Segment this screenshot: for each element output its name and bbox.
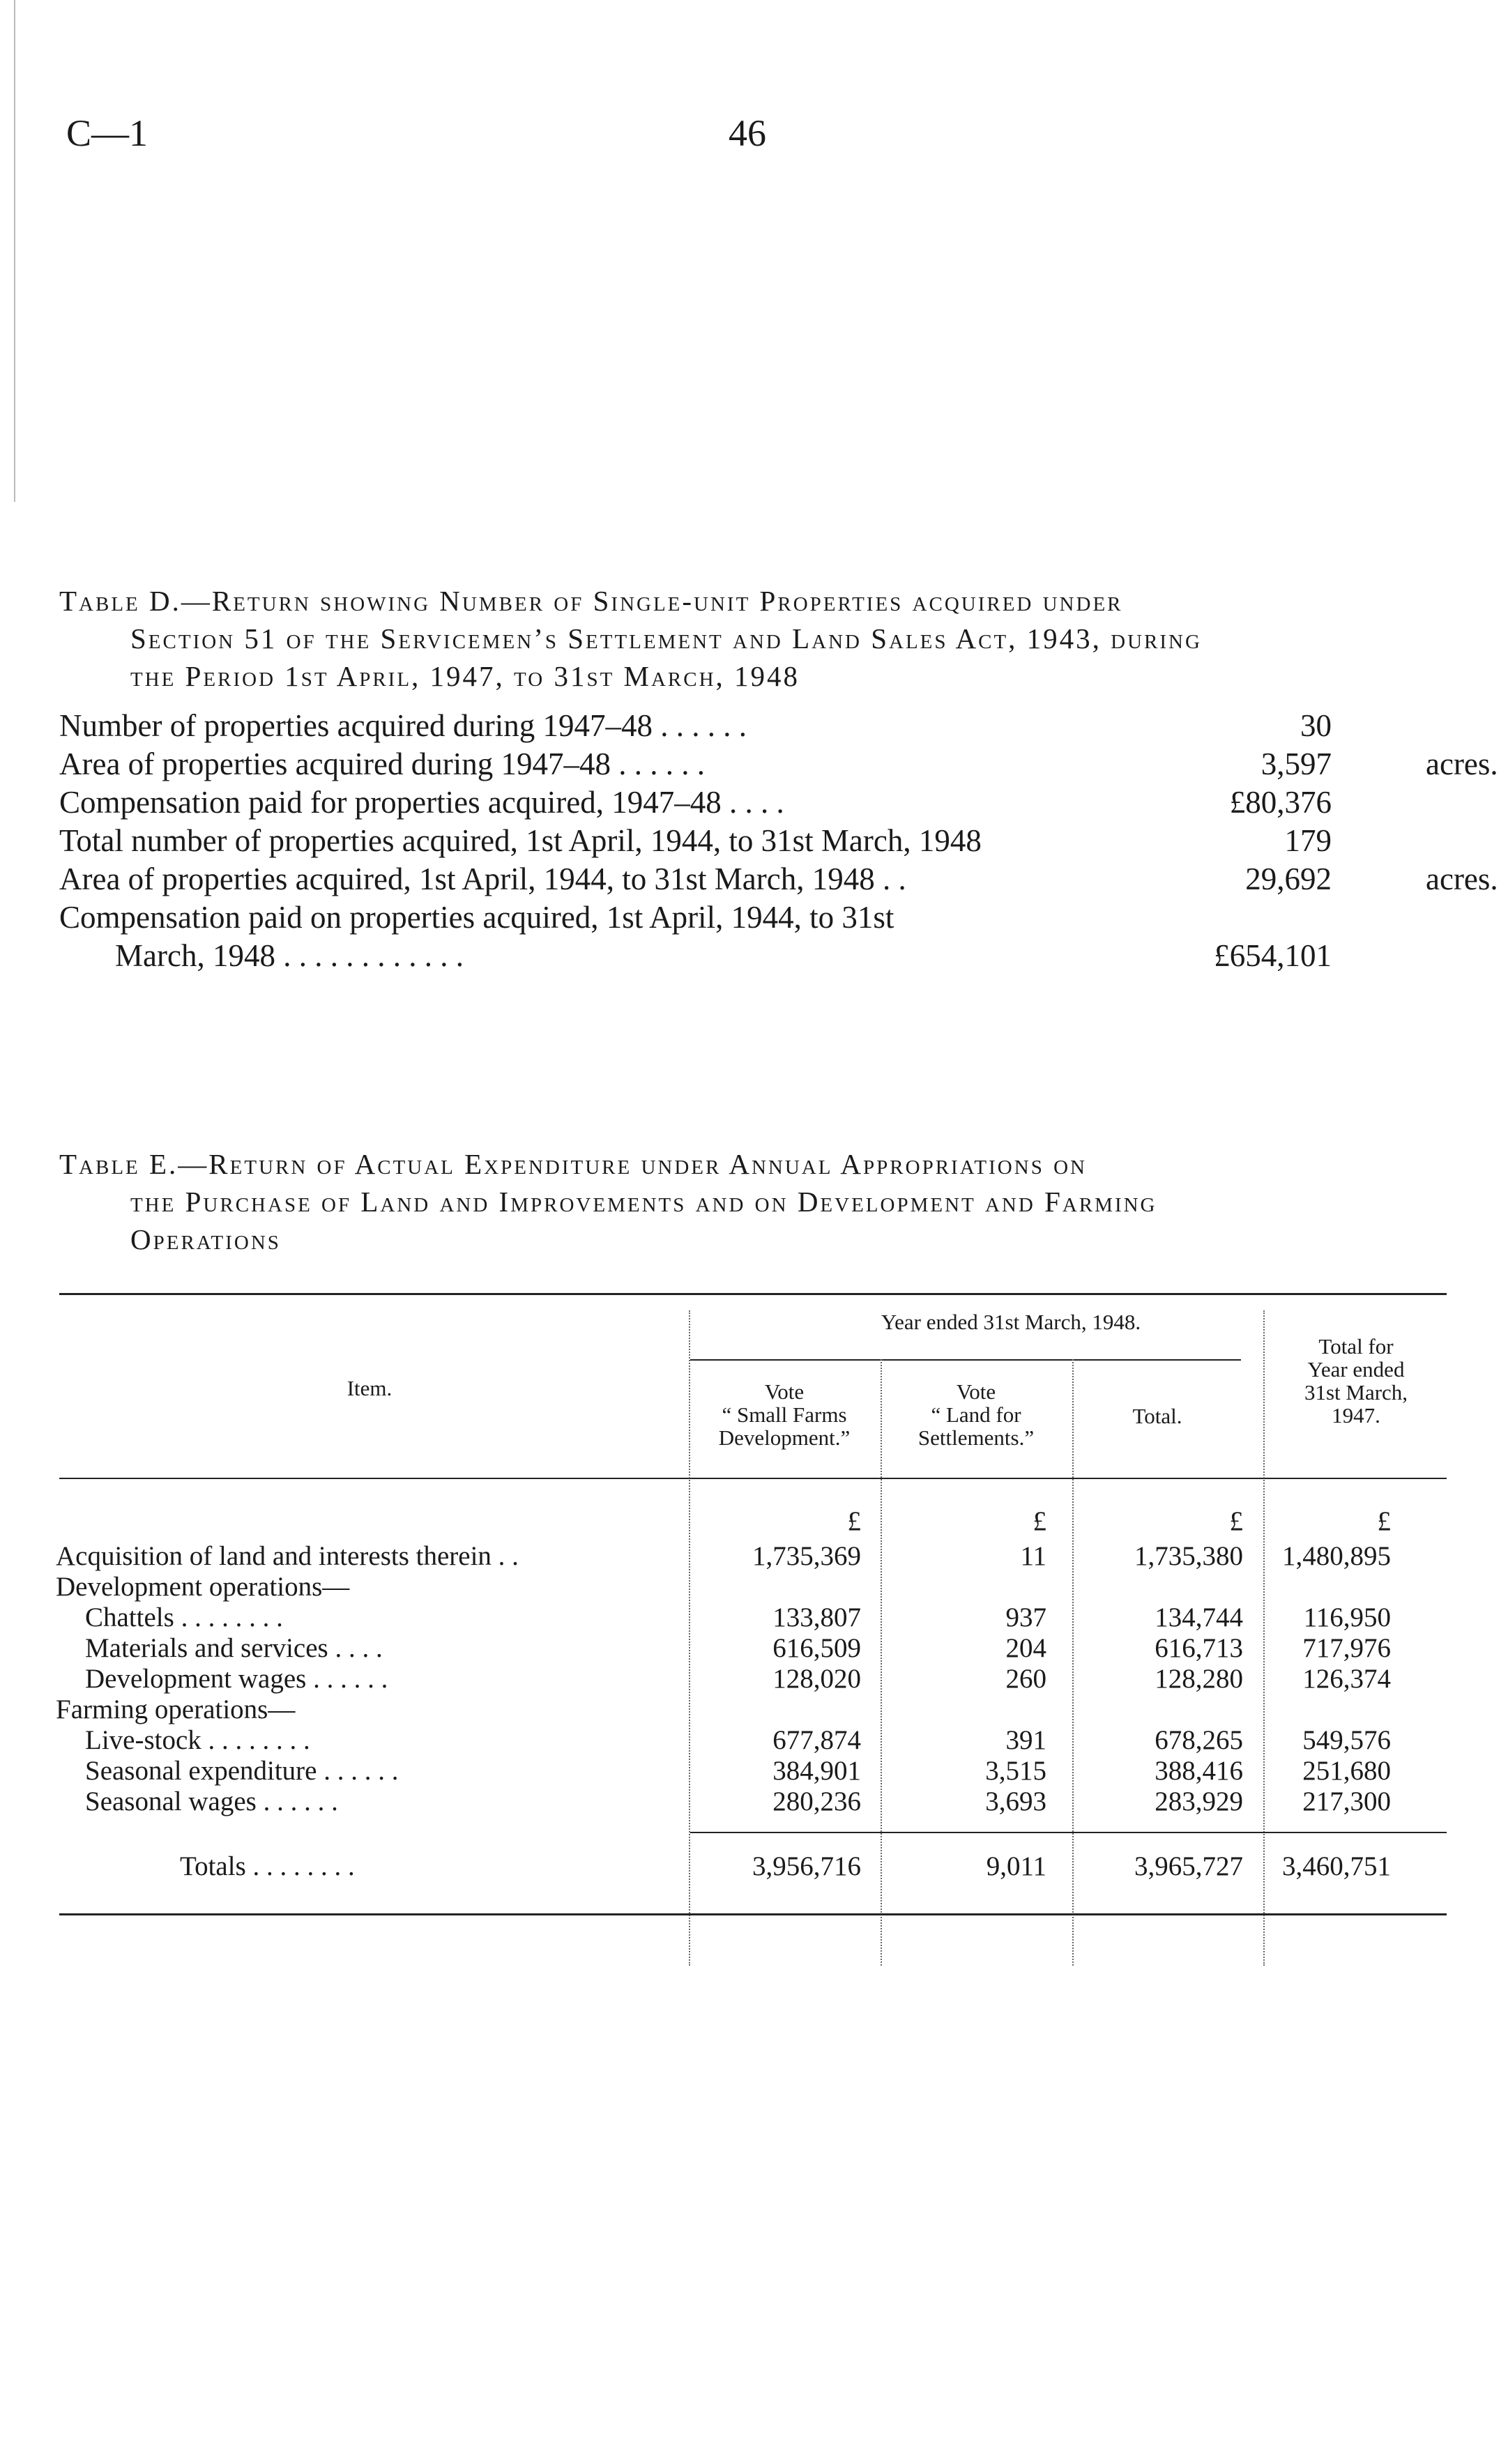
header-line: Development.” bbox=[718, 1425, 851, 1450]
row-label: Seasonal expenditure . . . . . . bbox=[85, 1756, 399, 1786]
table-e-row bbox=[0, 1786, 1508, 1816]
row-label: Compensation paid on properties acquired, 1st April, 1944, to 31st bbox=[59, 900, 894, 935]
cell: 1,480,895 bbox=[1282, 1541, 1391, 1571]
header-line: Total for bbox=[1318, 1334, 1394, 1359]
currency-symbol: £ bbox=[1033, 1506, 1046, 1536]
currency-symbol: £ bbox=[1377, 1506, 1391, 1536]
cell: 116,950 bbox=[1303, 1602, 1391, 1632]
cell: 260 bbox=[1005, 1664, 1046, 1694]
cell: 678,265 bbox=[1155, 1725, 1243, 1755]
header-vote-land bbox=[882, 1380, 1070, 1449]
cell: 134,744 bbox=[1155, 1602, 1243, 1632]
cell: 384,901 bbox=[772, 1756, 861, 1786]
cell: 128,280 bbox=[1155, 1664, 1243, 1694]
running-head: C—1 bbox=[66, 112, 148, 154]
table-d-caption bbox=[59, 582, 1461, 695]
page-edge-line bbox=[14, 0, 15, 502]
table-d-caption-line-2: Section 51 of the Servicemen’s Settlement and Land Sales Act, 1943, during bbox=[130, 622, 1202, 655]
row-label: Seasonal wages . . . . . . bbox=[85, 1786, 338, 1816]
table-e-row bbox=[0, 1663, 1508, 1694]
cell: 549,576 bbox=[1302, 1725, 1391, 1755]
cell: 616,509 bbox=[772, 1633, 861, 1663]
header-vote-small-farms bbox=[690, 1380, 878, 1449]
currency-row bbox=[0, 1506, 1508, 1536]
header-line: 31st March, bbox=[1304, 1380, 1408, 1405]
table-d-row bbox=[59, 938, 1461, 977]
header-line: Settlements.” bbox=[917, 1425, 1035, 1450]
table-e-row bbox=[0, 1602, 1508, 1632]
totals-top-rule bbox=[690, 1832, 1447, 1833]
row-label: Farming operations— bbox=[56, 1694, 296, 1724]
row-value: 179 bbox=[1284, 823, 1332, 858]
cell: 391 bbox=[1005, 1725, 1046, 1755]
table-e-caption-line-2: the Purchase of Land and Improvements and on Development and Farming bbox=[130, 1186, 1157, 1218]
total-cell: 3,965,727 bbox=[1134, 1851, 1243, 1881]
cell: 133,807 bbox=[772, 1602, 861, 1632]
cell: 937 bbox=[1005, 1602, 1046, 1632]
totals-label: Totals . . . . . . . . bbox=[180, 1851, 355, 1881]
row-label: Compensation paid for properties acquired, 1947–48 . . . . bbox=[59, 785, 784, 820]
row-label: March, 1948 . . . . . . . . . . . . bbox=[115, 938, 464, 973]
table-e-row bbox=[0, 1632, 1508, 1663]
cell: 11 bbox=[1020, 1541, 1046, 1571]
cell: 616,713 bbox=[1155, 1633, 1243, 1663]
total-cell: 9,011 bbox=[986, 1851, 1046, 1881]
currency-symbol: £ bbox=[1229, 1506, 1243, 1536]
table-e-bottom-rule bbox=[59, 1913, 1447, 1915]
table-d-row bbox=[59, 784, 1461, 823]
cell: 388,416 bbox=[1155, 1756, 1243, 1786]
table-d-row bbox=[59, 899, 1461, 938]
header-line: Year ended bbox=[1307, 1357, 1405, 1382]
page-number: 46 bbox=[729, 112, 766, 154]
cell: 280,236 bbox=[772, 1786, 861, 1816]
table-d-row bbox=[59, 861, 1498, 900]
header-year-group: Year ended 31st March, 1948. bbox=[881, 1310, 1141, 1334]
cell: 3,693 bbox=[985, 1786, 1046, 1816]
header-total: Total. bbox=[1132, 1404, 1182, 1428]
cell: 128,020 bbox=[772, 1664, 861, 1694]
row-label: Live-stock . . . . . . . . bbox=[85, 1725, 310, 1755]
cell: 1,735,380 bbox=[1134, 1541, 1243, 1571]
row-value: £80,376 bbox=[1229, 785, 1332, 820]
header-bottom-rule bbox=[59, 1478, 1447, 1479]
cell: 251,680 bbox=[1302, 1756, 1391, 1786]
header-item: Item. bbox=[346, 1376, 393, 1400]
header-line: “ Small Farms bbox=[722, 1402, 847, 1427]
table-e-caption bbox=[59, 1145, 1461, 1258]
row-label: Acquisition of land and interests therein . . bbox=[56, 1541, 519, 1571]
table-d-caption-line-3: the Period 1st April, 1947, to 31st March, 1948 bbox=[130, 660, 800, 692]
row-unit: acres. bbox=[1426, 747, 1498, 781]
table-d-row bbox=[59, 707, 1461, 747]
header-line: Vote bbox=[956, 1379, 996, 1404]
header-line: 1947. bbox=[1332, 1403, 1380, 1428]
table-e-caption-line-3: Operations bbox=[130, 1223, 281, 1255]
cell: 204 bbox=[1005, 1633, 1046, 1663]
totals-row bbox=[0, 1851, 1508, 1881]
row-label: Development operations— bbox=[56, 1572, 350, 1602]
table-e-row bbox=[0, 1694, 1508, 1724]
table-e-row bbox=[0, 1724, 1508, 1755]
table-e-top-rule bbox=[59, 1293, 1447, 1295]
cell: 283,929 bbox=[1155, 1786, 1243, 1816]
table-e-caption-line-1: Table E.—Return of Actual Expenditure under Annual Appropriations on bbox=[59, 1148, 1087, 1180]
row-label: Materials and services . . . . bbox=[85, 1633, 383, 1663]
row-label: Total number of properties acquired, 1st April, 1944, to 31st March, 1948 bbox=[59, 823, 982, 858]
table-e-row bbox=[0, 1540, 1508, 1571]
table-e-row bbox=[0, 1755, 1508, 1786]
total-cell: 3,460,751 bbox=[1282, 1851, 1391, 1881]
row-label: Number of properties acquired during 1947–48 . . . . . . bbox=[59, 708, 747, 743]
header-line: Vote bbox=[764, 1379, 805, 1404]
table-d-row bbox=[59, 822, 1461, 862]
cell: 217,300 bbox=[1302, 1786, 1391, 1816]
row-label: Area of properties acquired, 1st April, 1944, to 31st March, 1948 . . bbox=[59, 862, 906, 896]
header-total-prev bbox=[1265, 1335, 1447, 1427]
cell: 126,374 bbox=[1302, 1664, 1391, 1694]
row-label: Chattels . . . . . . . . bbox=[85, 1602, 283, 1632]
row-value: 3,597 bbox=[1261, 747, 1332, 781]
cell: 717,976 bbox=[1302, 1633, 1391, 1663]
cell: 677,874 bbox=[772, 1725, 861, 1755]
row-unit: acres. bbox=[1426, 862, 1498, 896]
currency-symbol: £ bbox=[847, 1506, 861, 1536]
table-d-row bbox=[59, 746, 1498, 785]
cell: 1,735,369 bbox=[752, 1541, 861, 1571]
row-value: 29,692 bbox=[1245, 862, 1332, 896]
cell: 3,515 bbox=[985, 1756, 1046, 1786]
row-value: 30 bbox=[1300, 708, 1332, 743]
table-d-caption-line-1: Table D.—Return showing Number of Single-unit Properties acquired under bbox=[59, 585, 1123, 617]
table-e-row bbox=[0, 1571, 1508, 1602]
header-line: “ Land for bbox=[931, 1402, 1021, 1427]
row-label: Development wages . . . . . . bbox=[85, 1664, 388, 1694]
row-value: £654,101 bbox=[1214, 938, 1332, 973]
header-group-rule bbox=[690, 1359, 1241, 1361]
row-label: Area of properties acquired during 1947–48 . . . . . . bbox=[59, 747, 705, 781]
total-cell: 3,956,716 bbox=[752, 1851, 861, 1881]
